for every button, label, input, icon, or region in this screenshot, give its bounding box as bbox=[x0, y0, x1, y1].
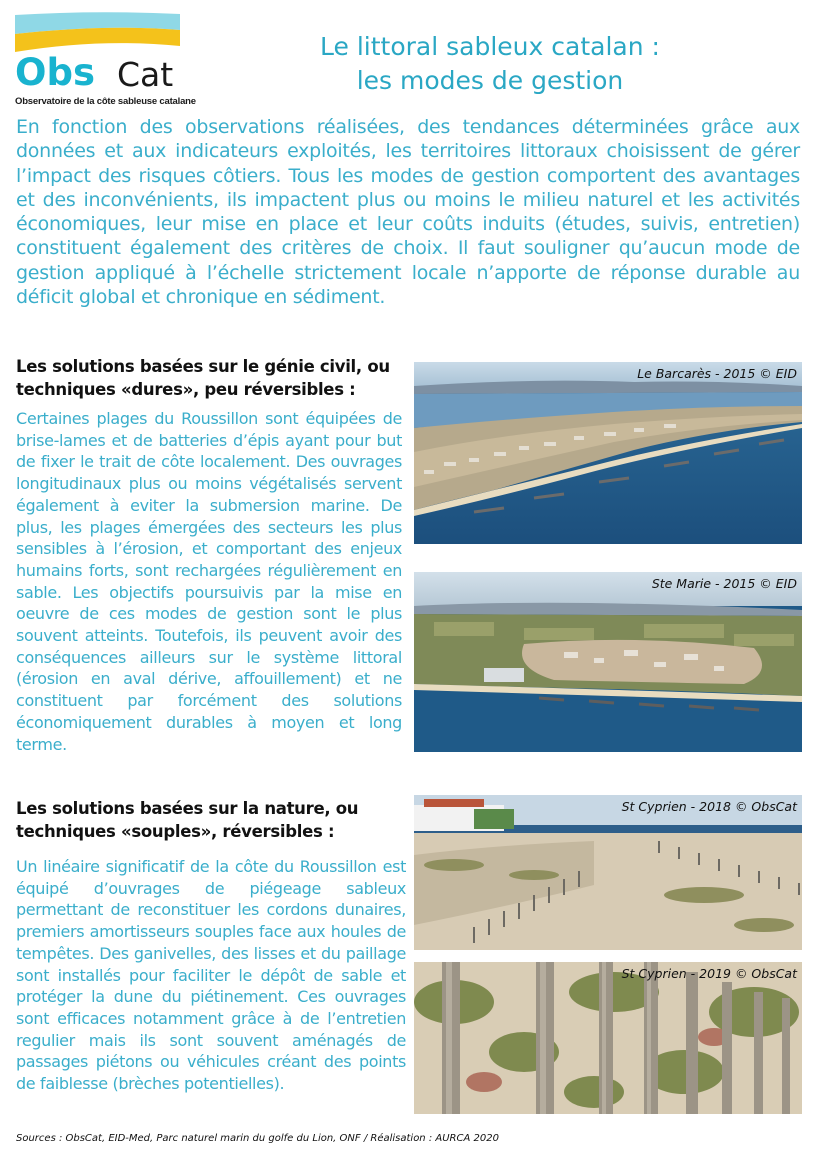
photo-caption: St Cyprien - 2018 © ObsCat bbox=[621, 799, 797, 814]
photo-caption: Ste Marie - 2015 © EID bbox=[651, 576, 797, 591]
logo-tagline: Observatoire de la côte sableuse catalane bbox=[15, 96, 196, 107]
section-hard-heading bbox=[16, 355, 406, 401]
dune-fence-image bbox=[414, 795, 802, 950]
photo-ste-marie bbox=[414, 572, 802, 752]
aerial-coast-image bbox=[414, 572, 802, 752]
ganivelle-closeup-image bbox=[414, 962, 802, 1114]
photo-le-barcares bbox=[414, 362, 802, 544]
section-soft-body: Un linéaire significatif de la côte du Roussillon est équipé d’ouvrages de piégeage sableux permettant de reconstituer les cordons dunaires, premiers amortisseurs souples face aux houles de tempêtes. Des ganivelles, des lisses et du paillage sont installés pour faciliter le dépôt de sable et protéger la dune du piétinement. Ces ouvrages sont efficaces notamment grâce à de l’entretien regulier mais ils sont souvent aménagés de passages piétons ou véhicules créant des points de faiblesse (brèches potentielles). bbox=[16, 857, 406, 1094]
obscat-logo bbox=[15, 12, 196, 107]
section-soft-heading-line1: Les solutions basées sur la nature, ou bbox=[16, 799, 359, 818]
sources-footer: Sources : ObsCat, EID-Med, Parc naturel marin du golfe du Lion, ONF / Réalisation : AURCA 2020 bbox=[16, 1133, 499, 1144]
photo-caption: St Cyprien - 2019 © ObsCat bbox=[621, 966, 797, 981]
page-title bbox=[250, 30, 730, 98]
logo-wave-graphic bbox=[15, 12, 180, 54]
logo-word-cat: Cat bbox=[117, 55, 174, 94]
page-title-line1: Le littoral sableux catalan : bbox=[320, 32, 660, 61]
section-soft-heading-line2: techniques «souples», réversibles : bbox=[16, 822, 335, 841]
aerial-coast-image bbox=[414, 362, 802, 544]
section-hard-heading-line1: Les solutions basées sur le génie civil, ou bbox=[16, 357, 390, 376]
intro-paragraph: En fonction des observations réalisées, des tendances déterminées grâce aux données et aux indicateurs exploités, les territoires littoraux choisissent de gérer l’impact des risques côtiers. Tous les modes de gestion comportent des avantages et des inconvénients, ils impactent plus ou moins le milieu naturel et les activités économiques, leur mise en place et leur coûts induits (études, suivis, entretien) constituent également des critères de choix. Il faut souligner qu’aucun mode de gestion appliqué à l’échelle strictement locale n’apporte de réponse durable au déficit global et chronique en sédiment. bbox=[16, 116, 800, 309]
photo-st-cyprien-2019 bbox=[414, 962, 802, 1114]
photo-st-cyprien-2018 bbox=[414, 795, 802, 950]
section-soft-heading bbox=[16, 797, 406, 843]
logo-word-obs: Obs bbox=[15, 51, 95, 94]
page-title-line2: les modes de gestion bbox=[356, 66, 624, 95]
photo-caption: Le Barcarès - 2015 © EID bbox=[637, 366, 797, 381]
section-hard-body: Certaines plages du Roussillon sont équipées de brise-lames et de batteries d’épis ayant pour but de fixer le trait de côte localement. Des ouvrages longitudinaux plus ou moins végétalisés servent également à eviter la submersion marine. De plus, les plages émergées des secteurs les plus sensibles à l’érosion, et comportant des enjeux humains forts, sont rechargées régulièrement en sable. Les objectifs poursuivis par la mise en oeuvre de ces modes de gestion sont le plus souvent atteints. Toutefois, ils peuvent avoir des conséquences ailleurs sur le système littoral (érosion en aval dérive, affouillement) et ne constituent par forcément des solutions économiquement durables à moyen et long terme. bbox=[16, 409, 402, 754]
section-hard-heading-line2: techniques «dures», peu réversibles : bbox=[16, 380, 356, 399]
